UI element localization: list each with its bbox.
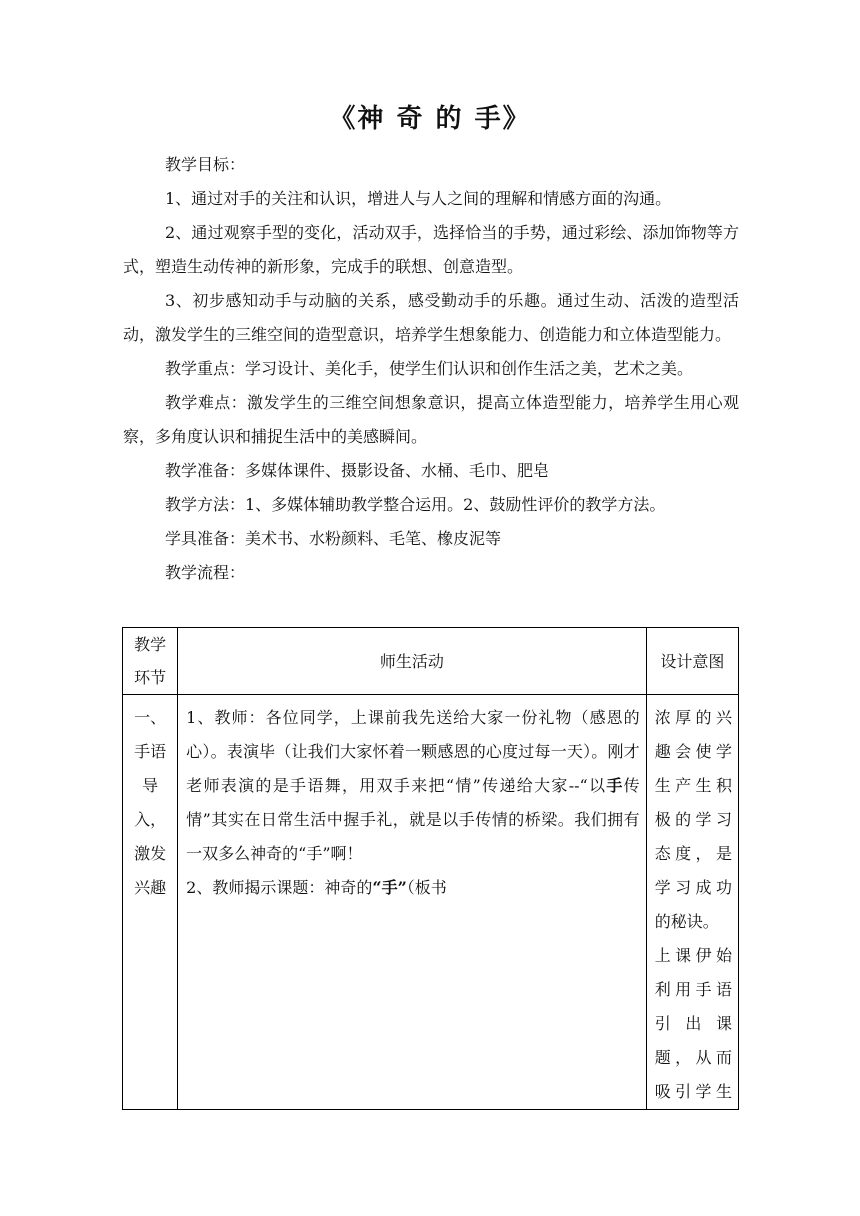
intent-line: 生产生积 — [654, 776, 732, 795]
intent-line: 学习成功 — [654, 878, 732, 897]
key-points: 教学重点：学习设计、美化手，使学生们认识和创作生活之美，艺术之美。 — [165, 359, 694, 378]
activity-emphasis: “手” — [372, 878, 407, 897]
intent-line: 的秘诀。 — [654, 912, 719, 931]
activity-text: 1、教师：各位同学，上课前我先送给大家一份礼物（感恩的心）。表演毕（让我们大家怀着一颗感恩的心度过每一天）。刚才老师表演的是手语舞，用双手来把“情”传递给大家--“以 — [186, 708, 640, 795]
teaching-flow-table — [122, 627, 739, 1110]
activity-paragraph-2 — [186, 871, 640, 905]
header-intent: 设计意图 — [646, 628, 738, 695]
intent-line: 上课伊始 — [654, 946, 732, 965]
intent-line: 吸引学生 — [654, 1082, 732, 1101]
difficulties: 教学难点：激发学生的三维空间想象意识，提高立体造型能力，培养学生用心观察，多角度认识和捕捉生活中的美感瞬间。 — [123, 393, 739, 446]
objective-item-3: 3、初步感知动手与动脑的关系，感受勤动手的乐趣。通过生动、活泼的造型活动，激发学生的三维空间的造型意识，培养学生想象能力、创造能力和立体造型能力。 — [123, 291, 739, 344]
activity-paragraph-1 — [186, 701, 640, 871]
flow-heading: 教学流程： — [165, 563, 246, 582]
stage-line: 入， — [134, 810, 167, 829]
intent-line: 极的学习 — [654, 810, 732, 829]
stage-cell — [123, 695, 178, 1110]
intent-line: 题，从而 — [654, 1048, 732, 1067]
methods: 教学方法：1、多媒体辅助教学整合运用。2、鼓励性评价的教学方法。 — [165, 495, 666, 514]
stage-line: 激发 — [134, 844, 167, 863]
activity-emphasis: 手 — [606, 776, 624, 795]
page-title: 《神 奇 的 手》 — [329, 104, 531, 134]
activity-text: 传情”其实在日常生活中握手礼，就是以手传情的桥梁。我们拥有一双多么神奇的“手”啊！ — [186, 776, 640, 863]
header-stage — [123, 628, 178, 695]
intent-line: 利用手语 — [654, 980, 732, 999]
intent-line: 趣会使学 — [654, 742, 732, 761]
objective-item-1: 1、通过对手的关注和认识，增进人与人之间的理解和情感方面的沟通。 — [165, 189, 672, 208]
stage-line: 导 — [142, 776, 159, 795]
objective-item-2: 2、通过观察手型的变化，活动双手，选择恰当的手势，通过彩绘、添加饰物等方式，塑造生动传神的新形象，完成手的联想、创意造型。 — [123, 223, 739, 276]
objectives-heading: 教学目标： — [165, 155, 246, 174]
header-stage-label: 教学环节 — [134, 635, 167, 687]
activity-text: 2、教师揭示课题：神奇的 — [186, 878, 373, 897]
document-body — [123, 148, 739, 590]
intent-line: 浓厚的兴 — [654, 708, 732, 727]
table-header-row — [123, 628, 739, 695]
stage-line: 一、 — [134, 708, 167, 727]
table-row — [123, 695, 739, 1110]
student-materials: 学具准备：美术书、水粉颜料、毛笔、橡皮泥等 — [165, 529, 502, 548]
stage-line: 兴趣 — [134, 878, 167, 897]
activity-cell — [178, 695, 647, 1110]
preparation: 教学准备：多媒体课件、摄影设备、水桶、毛巾、肥皂 — [165, 461, 550, 480]
intent-line: 态度，是 — [654, 844, 732, 863]
activity-text: （板书 — [406, 878, 447, 897]
intent-cell — [646, 695, 738, 1110]
stage-line: 手语 — [134, 742, 167, 761]
header-activity: 师生活动 — [178, 628, 647, 695]
intent-line: 引出课 — [654, 1014, 732, 1033]
